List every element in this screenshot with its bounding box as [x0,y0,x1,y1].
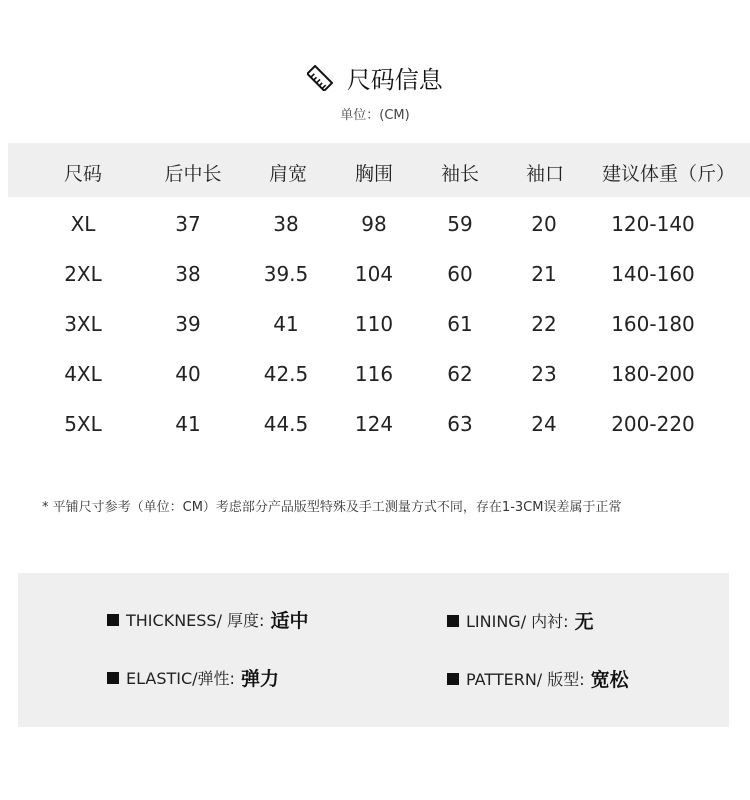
cell-cuff: 24 [531,412,557,436]
square-bullet-icon [107,672,119,684]
col-shoulder: 肩宽 [268,163,307,185]
table-row [0,362,750,402]
col-size: 尺码 [63,163,102,185]
page-title: 尺码信息 [346,66,443,94]
cell-shoulder: 39.5 [263,262,309,286]
lining-value: 无 [574,611,594,633]
cell-cuff: 21 [531,262,557,286]
cell-chest: 116 [354,362,394,386]
cell-chest: 98 [361,212,387,236]
table-row [0,262,750,302]
table-row [0,412,750,452]
elastic-label: ELASTIC/弹性: [126,669,235,688]
pattern-value: 宽松 [590,669,629,691]
cell-cuff: 22 [531,312,557,336]
cell-cuff: 20 [531,212,557,236]
cell-sleeve-length: 61 [447,312,473,336]
cell-back-length: 40 [175,362,201,386]
table-row [0,312,750,352]
cell-shoulder: 41 [273,312,299,336]
cell-shoulder: 44.5 [263,412,309,436]
measurement-note: * 平铺尺寸参考（单位：CM）考虑部分产品版型特殊及手工测量方式不同，存在1-3CM误差属于正常 [42,500,622,515]
cell-sleeve-length: 59 [447,212,473,236]
col-cuff: 袖口 [525,163,564,185]
cell-size: 3XL [64,312,102,336]
ruler-icon [307,65,333,91]
table-header [8,143,750,197]
lining-label: LINING/ 内衬: [466,612,569,631]
spec-panel [18,573,729,727]
spec-thickness [107,606,308,633]
cell-weight: 180-200 [611,362,695,386]
cell-back-length: 39 [175,312,201,336]
cell-size: XL [70,212,96,236]
spec-lining [447,607,594,634]
cell-weight: 160-180 [611,312,695,336]
cell-chest: 104 [354,262,394,286]
cell-sleeve-length: 62 [447,362,473,386]
col-weight: 建议体重（斤） [602,163,736,185]
cell-chest: 110 [354,312,394,336]
cell-size: 4XL [64,362,102,386]
cell-chest: 124 [354,412,394,436]
cell-size: 2XL [64,262,102,286]
cell-shoulder: 42.5 [263,362,309,386]
title-row [0,60,750,95]
square-bullet-icon [107,614,119,626]
cell-weight: 140-160 [611,262,695,286]
spec-pattern [447,665,629,692]
cell-back-length: 37 [175,212,201,236]
cell-size: 5XL [64,412,102,436]
square-bullet-icon [447,615,459,627]
cell-shoulder: 38 [273,212,299,236]
cell-sleeve-length: 60 [447,262,473,286]
cell-weight: 200-220 [611,412,695,436]
unit-label: 单位：(CM) [340,108,410,123]
thickness-value: 适中 [270,610,309,632]
col-chest: 胸围 [354,163,393,185]
spec-elastic [107,664,279,691]
elastic-value: 弹力 [240,668,279,690]
cell-back-length: 41 [175,412,201,436]
thickness-label: THICKNESS/ 厚度: [126,611,265,630]
cell-sleeve-length: 63 [447,412,473,436]
table-row [0,212,750,252]
cell-back-length: 38 [175,262,201,286]
pattern-label: PATTERN/ 版型: [466,670,585,689]
col-back-length: 后中长 [164,163,222,185]
cell-cuff: 23 [531,362,557,386]
square-bullet-icon [447,673,459,685]
cell-weight: 120-140 [611,212,695,236]
col-sleeve-length: 袖长 [440,163,479,185]
